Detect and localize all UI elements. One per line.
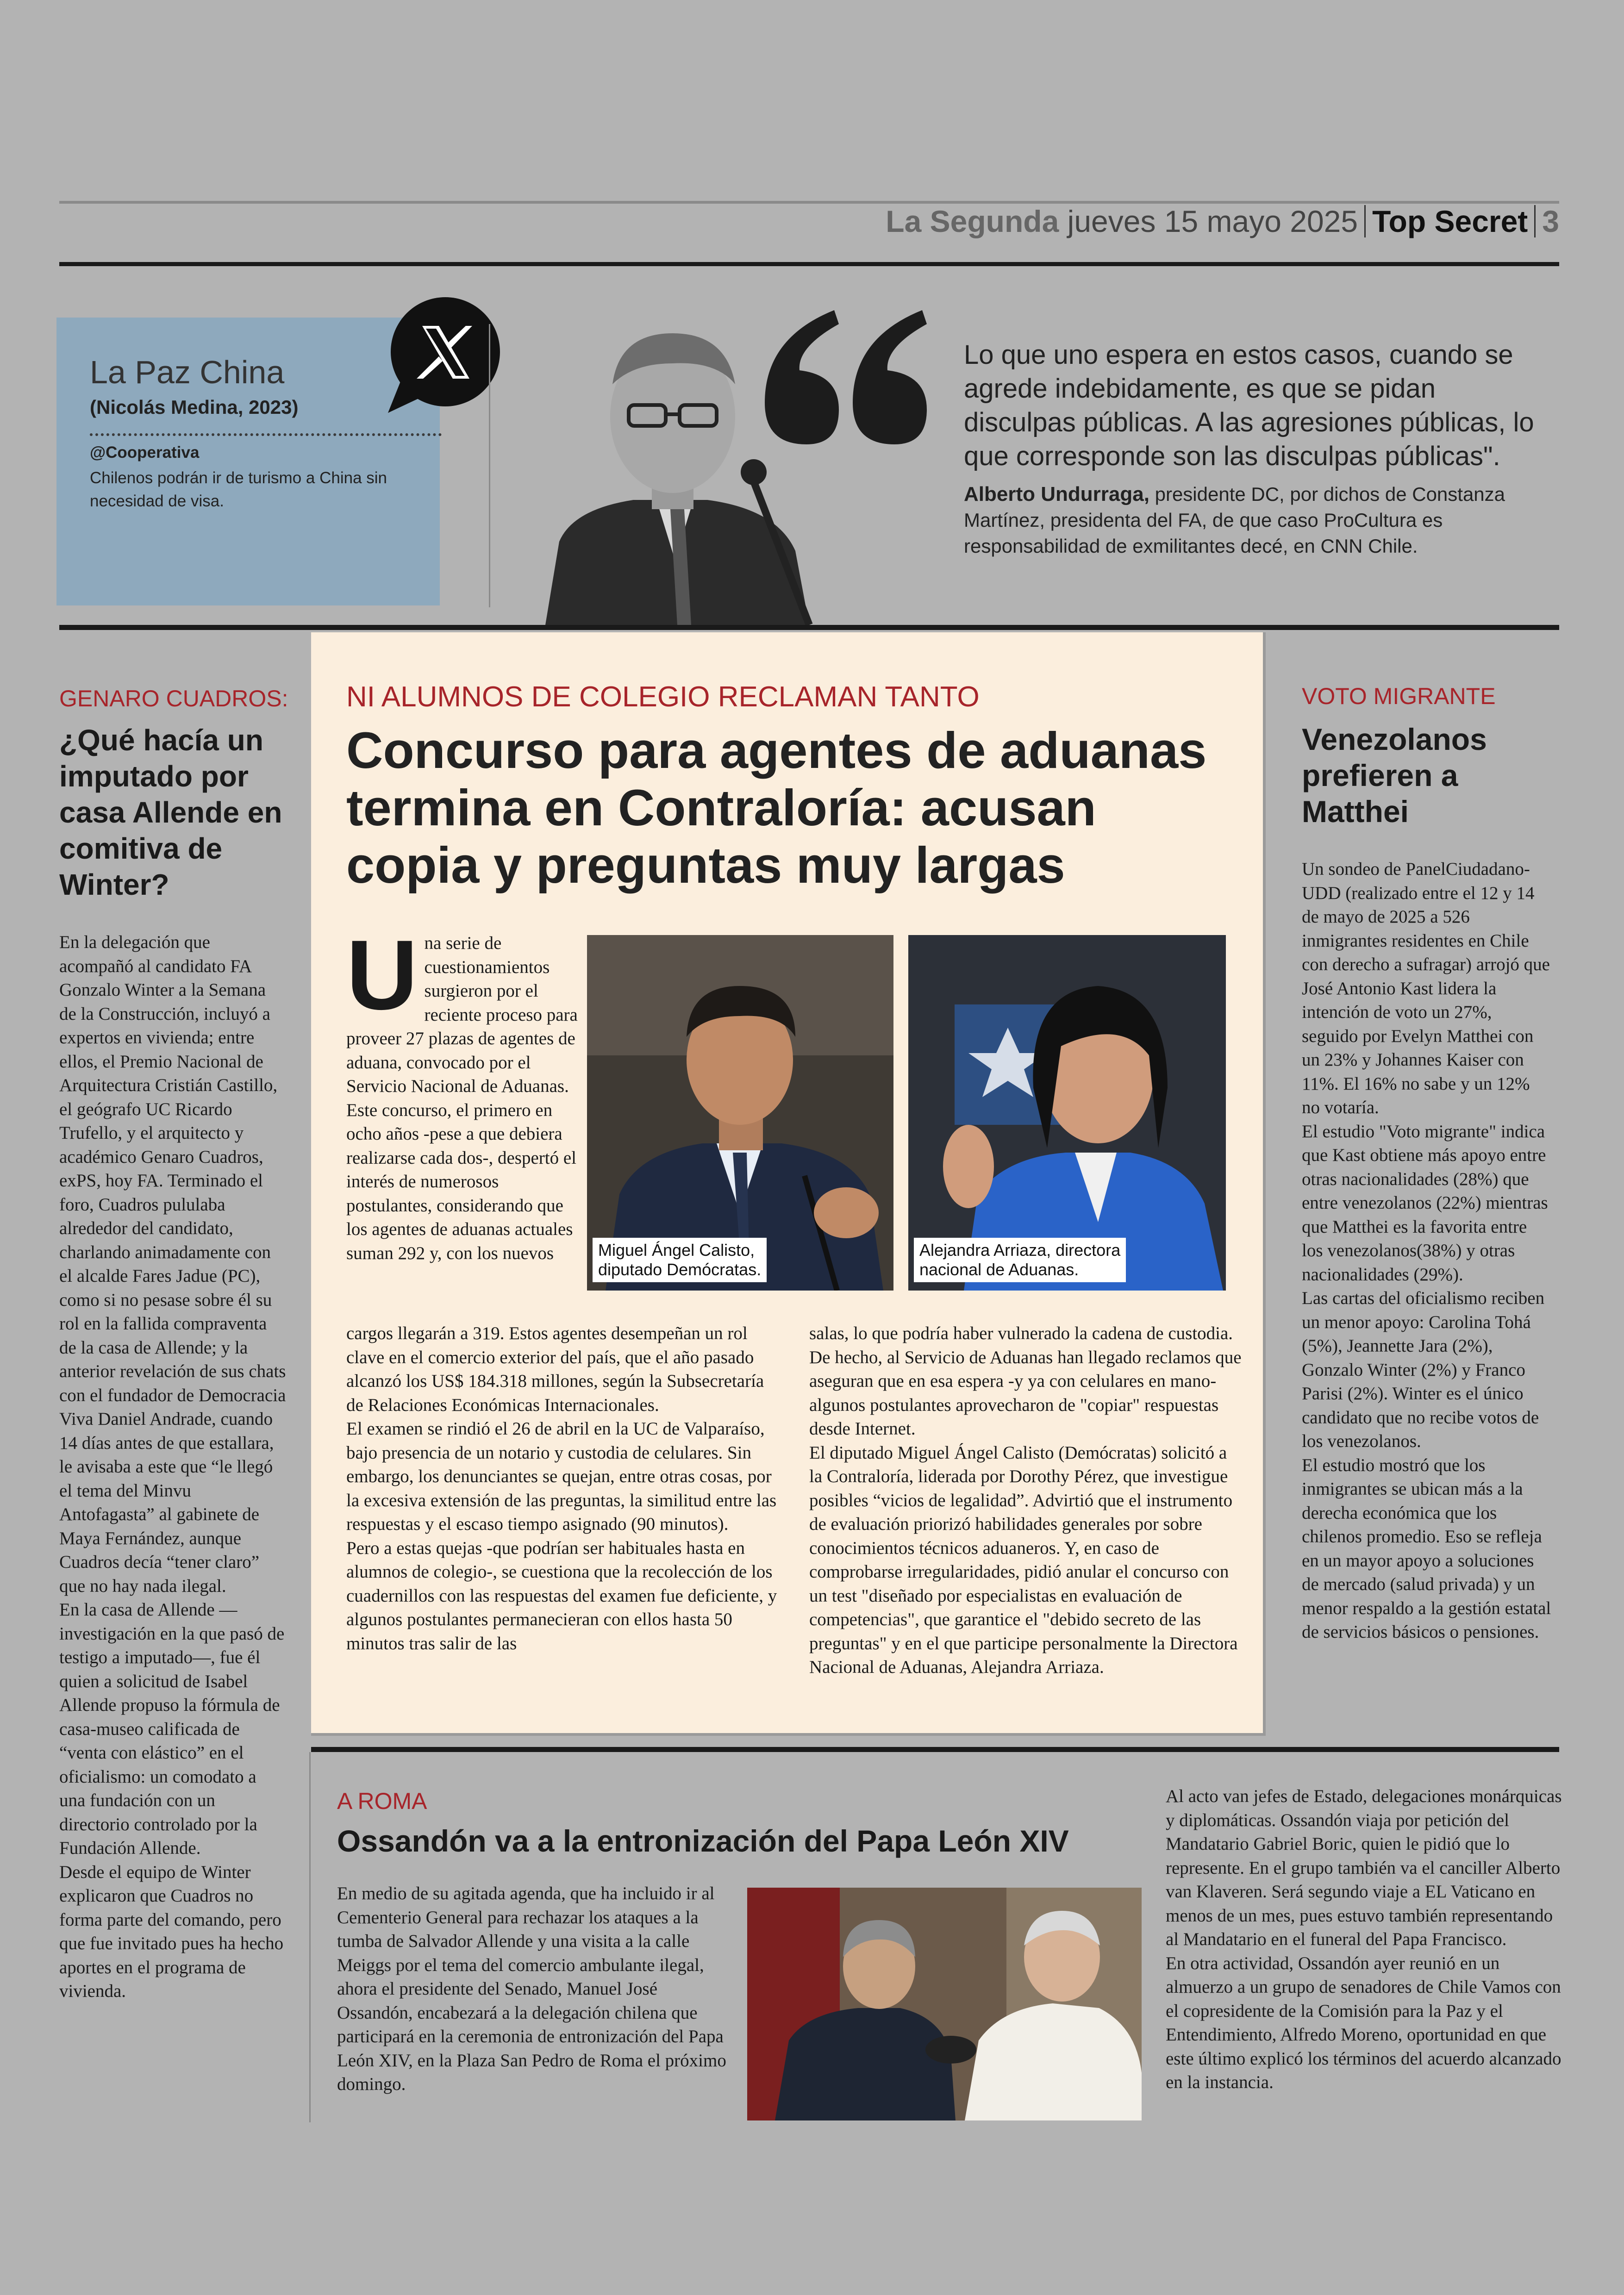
right-story-paragraph: El estudio "Voto migrante" indica que Kast obtiene más apoyo entre otras nacionalidades (28%) que entre venezolanos (22%) mientras que Matthei es la favorita entre los venezolanos(38%) y otras nacionalidades (29%).	[1302, 1121, 1548, 1285]
quote-credit	[964, 481, 1547, 559]
dotted-divider	[90, 433, 442, 436]
arriaza-photo	[908, 935, 1226, 1291]
bottom-story-kicker: A ROMA	[337, 1788, 427, 1814]
left-story-body	[59, 930, 286, 2003]
x-box-credit: (Nicolás Medina, 2023)	[90, 396, 299, 418]
issue-date: jueves 15 mayo 2025	[1067, 204, 1358, 238]
bottom-section-rule	[311, 1747, 1559, 1752]
quote-marks-icon	[756, 306, 931, 444]
calisto-caption-line: Miguel Ángel Calisto,	[598, 1241, 755, 1260]
masthead-separator	[1534, 205, 1536, 237]
bottom-story-paragraph: En otra actividad, Ossandón ayer reunió en un almuerzo a un grupo de senadores de Chile Vamos con el copresidente de la Comisión para la Paz y el Entendimiento, Alfredo Moreno, oportunidad en que este último explicó los términos del acuerdo alcanzado en la instancia.	[1166, 1953, 1562, 2092]
section-rule	[59, 625, 1559, 630]
x-handle: @Cooperativa	[90, 443, 200, 461]
main-story-headline: Concurso para agentes de aduanas termina en Contraloría: acusan copia y preguntas muy largas	[346, 722, 1207, 894]
main-story-lead-text: na serie de cuestionamientos surgieron por el reciente proceso para proveer 27 plazas de agentes de aduana, convocado por el Servicio Nacional de Aduanas. Este concurso, el primero en ocho años -pese a que debiera realizarse cada dos-, despertó el interés de numerosos postulantes, considerando que los agentes de aduanas actuales suman 292 y, con los nuevos	[346, 933, 578, 1263]
masthead	[59, 204, 1559, 239]
right-story-paragraph: Las cartas del oficialismo reciben un menor apoyo: Carolina Tohá (5%), Jeannette Jara (2%), Gonzalo Winter (2%) y Franco Parisi (2%). Winter es el único candidato que no recibe votos de los venezolanos.	[1302, 1288, 1545, 1451]
x-box-title: La Paz China	[90, 354, 285, 390]
bottom-story-headline: Ossandón va a la entronización del Papa León XIV	[337, 1824, 1069, 1858]
main-story-lead	[346, 920, 587, 1265]
right-story-paragraph: El estudio mostró que los inmigrantes se ubican más a la derecha económica que los chilenos promedio. Eso se refleja en un mayor apoyo a soluciones de mercado (salud privada) y un menor respaldo a la gestión estatal de servicios básicos o pensiones.	[1302, 1455, 1551, 1642]
right-story-body	[1302, 857, 1552, 1644]
main-story-paragraph: Pero a estas quejas -que podrían ser habituales hasta en alumnos de colegio-, se cuestiona que la recolección de los cuadernillos con las respuestas del examen fue deficiente, y algunos postulantes permanecieran con ellos hasta 50 minutos tras salir de las	[346, 1538, 777, 1653]
section-name: Top Secret	[1372, 204, 1528, 238]
main-story-paragraph: El examen se rindió el 26 de abril en la UC de Valparaíso, bajo presencia de un notario y custodia de celulares. Sin embargo, los denunciantes se quejan, entre otras cosas, por la excesiva extensión de las preguntas, la similitud entre las respuestas y el escaso tiempo asignado (90 minutos).	[346, 1419, 777, 1534]
quote-credit-rest: presidente DC, por dichos de Constanza Martínez, presidenta del FA, de que caso ProCultura es responsabilidad de exmilitantes decé, en CNN Chile.	[964, 483, 1505, 557]
x-post-text: Chilenos podrán ir de turismo a China sin necesidad de visa.	[90, 469, 387, 510]
paper-name: La Segunda	[886, 204, 1059, 238]
quote-author: Alberto Undurraga,	[964, 483, 1149, 505]
bottom-story-paragraph: Al acto van jefes de Estado, delegaciones monárquicas y diplomáticas. Ossandón viaja por petición del Mandatario Gabriel Boric, quien le pidió que lo represente. En el grupo también va el canciller Alberto van Klaveren. Será segundo viaje a EL Vaticano en menos de un mes, pues estuvo también representando al Mandatario en el funeral del Papa Francisco.	[1166, 1786, 1562, 1949]
main-story-paragraph: cargos llegarán a 319. Estos agentes desempeñan un rol clave en el comercio exterior del país, que el año pasado alcanzó los US$ 184.318 millones, según la Subsecretaría de Relaciones Económicas Internacionales.	[346, 1323, 764, 1415]
masthead-separator	[1364, 205, 1366, 237]
calisto-caption-line: diputado Demócratas.	[598, 1260, 762, 1279]
calisto-caption	[593, 1238, 767, 1282]
x-logo-icon	[383, 297, 500, 414]
arriaza-caption-line: nacional de Aduanas.	[919, 1260, 1079, 1279]
arriaza-caption	[914, 1238, 1126, 1282]
header-rule	[59, 262, 1559, 266]
main-story-paragraph: salas, lo que podría haber vulnerado la cadena de custodia. De hecho, al Servicio de Aduanas han llegado reclamos que aseguran que en esa espera -y ya con celulares en mano- algunos postulantes aprovecharon de "copiar" respuestas desde Internet.	[809, 1323, 1242, 1439]
bottom-left-divider	[309, 1752, 311, 2122]
main-panel-bottom-edge	[311, 1733, 1266, 1736]
right-story-kicker: VOTO MIGRANTE	[1302, 683, 1496, 709]
left-story-paragraph: En la casa de Allende —investigación en la que pasó de testigo a imputado—, fue él quien a solicitud de Isabel Allende propuso la fórmula de casa-museo calificada de “venta con elástico” en el oficialismo: un comodato a una fundación con un directorio controlado por la Fundación Allende.	[59, 1600, 285, 1858]
left-story-paragraph: En la delegación que acompañó al candidato FA Gonzalo Winter a la Semana de la Construcción, incluyó a expertos en vivienda; entre ellos, el Premio Nacional de Arquitectura Cristián Castillo, el geógrafo UC Ricardo Trufello, y el arquitecto y académico Genaro Cuadros, exPS, hoy FA. Terminado el foro, Cuadros pululaba alrededor del candidato, charlando animadamente con el alcalde Fares Jadue (PC), como si no pesase sobre él su rol en la fallida compraventa de la casa de Allende; y la anterior revelación de sus chats con el fundador de Democracia Viva Daniel Andrade, cuando 14 días antes de que estallara, le avisaba a este que “le llegó el tema del Minvu Antofagasta” al gabinete de Maya Fernández, aunque Cuadros decía “tener claro” que no hay nada ilegal.	[59, 932, 286, 1596]
left-story-kicker: GENARO CUADROS:	[59, 686, 288, 711]
quote-divider	[489, 324, 490, 607]
right-story-paragraph: Un sondeo de PanelCiudadano-UDD (realizado entre el 12 y 14 de mayo de 2025 a 526 inmigrantes residentes en Chile con derecho a sufragar) arrojó que José Antonio Kast lidera la intención de voto un 27%, seguido por Evelyn Matthei con un 23% y Johannes Kaiser con 11%. El 16% no sabe y un 12% no votaría.	[1302, 859, 1550, 1117]
page-number: 3	[1542, 204, 1559, 238]
main-story-column-2	[809, 1322, 1244, 1679]
ossandon-pope-photo	[747, 1888, 1142, 2120]
drop-cap: U	[346, 920, 418, 1030]
calisto-photo	[587, 935, 893, 1291]
bottom-story-column-1	[337, 1882, 733, 2096]
main-story-paragraph: El diputado Miguel Ángel Calisto (Demócratas) solicitó a la Contraloría, liderada por Dorothy Pérez, que investigue posibles “vicios de legalidad”. Advirtió que el instrumento de evaluación priorizó habilidades generales por sobre conocimientos técnicos aduaneros. Y, en caso de comprobarse irregularidades, pidió anular el concurso con un test "diseñado por especialistas en evaluación de competencias", que garantice el "debido secreto de las preguntas" y en el que participe personalmente la Directora Nacional de Aduanas, Alejandra Arriaza.	[809, 1442, 1238, 1677]
left-story-paragraph: Desde el equipo de Winter explicaron que Cuadros no forma parte del comando, pero que fue invitado pues ha hecho aportes en el programa de vivienda.	[59, 1862, 284, 2001]
right-story-headline: Venezolanos prefieren a Matthei	[1302, 722, 1487, 829]
main-story-column-1	[346, 1322, 778, 1655]
main-panel-right-edge	[1263, 632, 1266, 1734]
bottom-story-paragraph: En medio de su agitada agenda, que ha incluido ir al Cementerio General para rechazar los ataques a la tumba de Salvador Allende y una visita a la calle Meiggs por el tema del comercio ambulante ilegal, ahora el presidente del Senado, Manuel José Ossandón, encabezará a la delegación chilena que participará en la ceremonia de entronización del Papa León XIV, en la Plaza San Pedro de Roma el próximo domingo.	[337, 1883, 726, 2094]
x-post-box	[56, 318, 440, 605]
main-story-kicker: NI ALUMNOS DE COLEGIO RECLAMAN TANTO	[346, 681, 980, 713]
bottom-story-column-2	[1166, 1784, 1564, 2095]
quote-text: Lo que uno espera en estos casos, cuando se agrede indebidamente, es que se pidan disculpas públicas. A las agresiones públicas, lo que corresponde son las disculpas públicas".	[964, 340, 1534, 471]
left-story-headline: ¿Qué hacía un imputado por casa Allende en comitiva de Winter?	[59, 723, 282, 901]
arriaza-caption-line: Alejandra Arriaza, directora	[919, 1241, 1121, 1260]
